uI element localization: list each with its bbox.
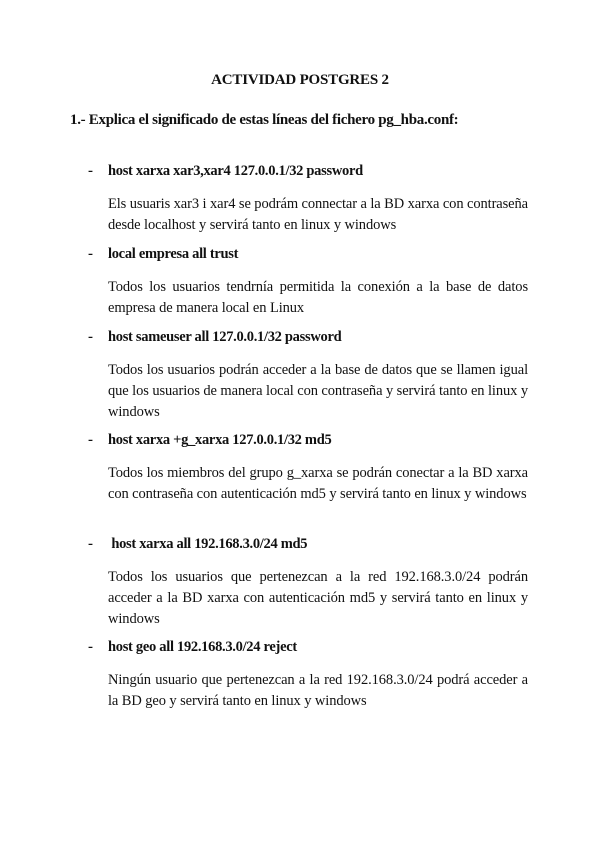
- list-item: [88, 246, 528, 319]
- config-line: host geo all 192.168.3.0/24 reject: [108, 639, 297, 655]
- list-item: [88, 536, 528, 630]
- config-explanation: Todos los usuarios podrán acceder a la base de datos que se llamen igual que los usuarios de manera local con contraseña y servirá tanto en linux y windows: [108, 362, 528, 420]
- bullet-dash: -: [88, 432, 93, 448]
- config-line: host sameuser all 127.0.0.1/32 password: [108, 329, 342, 345]
- config-explanation: Todos los usuarios tendrnía permitida la conexión a la base de datos empresa de manera local en Linux: [108, 279, 528, 316]
- list-item: [88, 163, 528, 236]
- document-title: ACTIVIDAD POSTGRES 2: [211, 72, 389, 88]
- config-line: local empresa all trust: [108, 246, 239, 262]
- bullet-dash: -: [88, 246, 93, 262]
- config-line: host xarxa +g_xarxa 127.0.0.1/32 md5: [108, 432, 332, 448]
- config-line: host xarxa all 192.168.3.0/24 md5: [108, 536, 308, 552]
- config-explanation: Todos los usuarios que pertenezcan a la red 192.168.3.0/24 podrán acceder a la BD xarxa con autenticación md5 y servirá tanto en linux y windows: [108, 569, 528, 627]
- config-explanation: Ningún usuario que pertenezcan a la red 192.168.3.0/24 podrá acceder a la BD geo y servirá tanto en linux y windows: [108, 672, 528, 709]
- bullet-dash: -: [88, 163, 93, 179]
- list-item: [88, 432, 528, 505]
- question-heading: 1.- Explica el significado de estas líneas del fichero pg_hba.conf:: [70, 112, 459, 128]
- list-item: [88, 639, 528, 712]
- config-explanation: Todos los miembros del grupo g_xarxa se podrán conectar a la BD xarxa con contraseña con autenticación md5 y servirá tanto en linux y windows: [108, 465, 528, 502]
- bullet-dash: -: [88, 639, 93, 655]
- list-item: [88, 329, 528, 423]
- bullet-dash: -: [88, 536, 93, 552]
- config-line: host xarxa xar3,xar4 127.0.0.1/32 password: [108, 163, 363, 179]
- bullet-dash: -: [88, 329, 93, 345]
- config-explanation: Els usuaris xar3 i xar4 se podrám connectar a la BD xarxa con contraseña desde localhost y servirá tanto en linux y windows: [108, 196, 528, 233]
